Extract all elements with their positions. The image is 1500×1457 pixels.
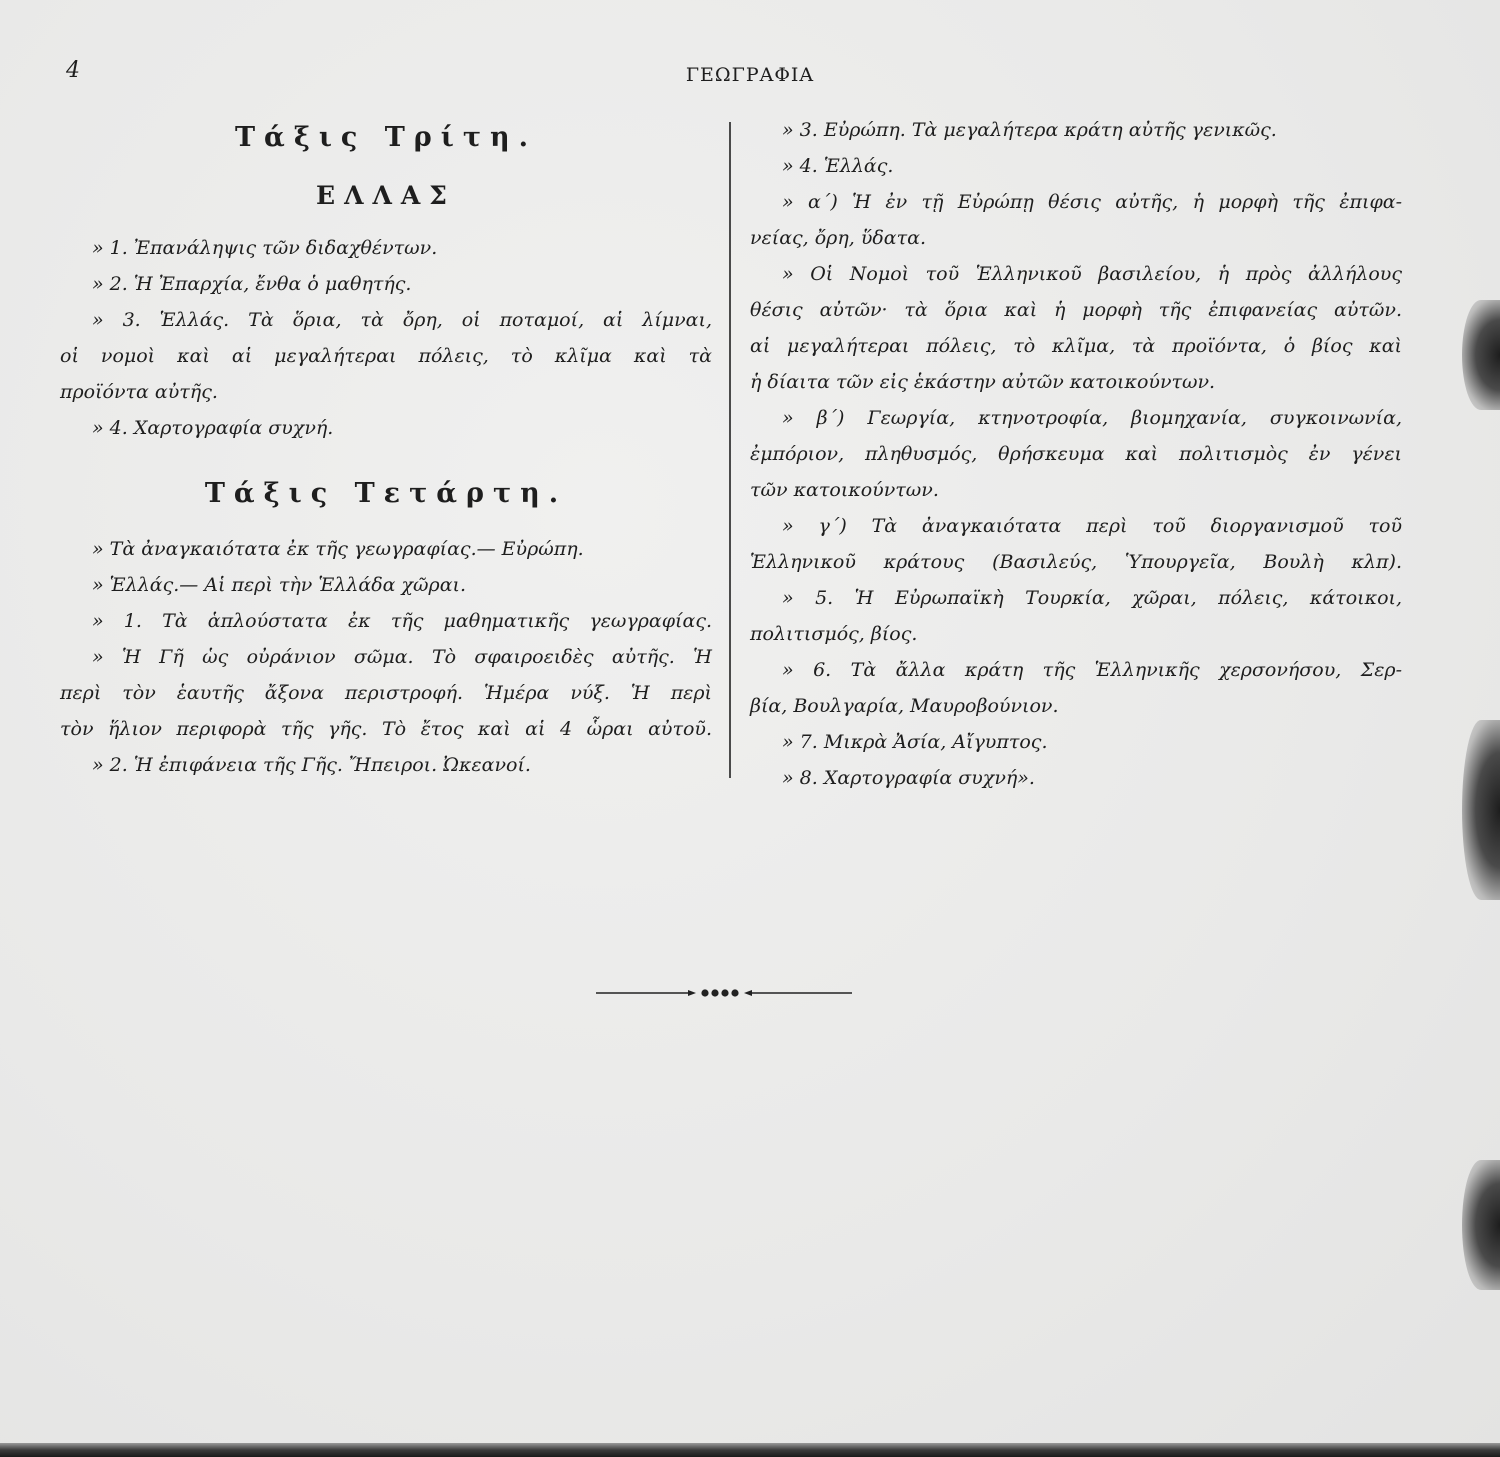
text-line: » α΄) Ἡ ἐν τῇ Εὐρώπῃ θέσις αὐτῆς, ἡ μορφὴ τῆς ἐπιφα- bbox=[782, 191, 1402, 213]
text-line: » 3. Ἑλλάς. Τὰ ὅρια, τὰ ὄρη, οἱ ποταμοί, αἱ λίμναι, bbox=[92, 309, 712, 331]
text-line: » 4. Ἑλλάς. bbox=[782, 155, 894, 177]
text-line: » 2. Ἡ ἐπιφάνεια τῆς Γῆς. Ἤπειροι. Ὠκεανοί. bbox=[92, 754, 531, 776]
right-column bbox=[750, 112, 1402, 796]
text-line: πολιτισμός, βίος. bbox=[750, 623, 918, 645]
text-line: » β΄) Γεωργία, κτηνοτροφία, βιομηχανία, συγκοινωνία, bbox=[782, 407, 1402, 429]
text-line: ἐμπόριον, πληθυσμός, θρήσκευμα καὶ πολιτισμὸς ἐν γένει bbox=[750, 443, 1402, 465]
text-line: » 5. Ἡ Εὐρωπαϊκὴ Τουρκία, χῶραι, πόλεις, κάτοικοι, bbox=[782, 587, 1402, 609]
text-line: θέσις αὐτῶν· τὰ ὅρια καὶ ἡ μορφὴ τῆς ἐπιφανείας αὐτῶν. bbox=[750, 299, 1402, 321]
text-line: » Οἱ Νομοὶ τοῦ Ἑλληνικοῦ βασιλείου, ἡ πρὸς ἀλλήλους bbox=[782, 263, 1402, 285]
left-column bbox=[60, 110, 712, 783]
text-line: » Ἑλλάς.— Αἱ περὶ τὴν Ἑλλάδα χῶραι. bbox=[92, 574, 467, 596]
text-line: ἡ δίαιτα τῶν εἰς ἑκάστην αὐτῶν κατοικούντων. bbox=[750, 371, 1216, 393]
text-line: » γ΄) Τὰ ἀναγκαιότατα περὶ τοῦ διοργανισμοῦ τοῦ bbox=[782, 515, 1402, 537]
text-line: τὸν ἥλιον περιφορὰ τῆς γῆς. Τὸ ἔτος καὶ αἱ 4 ὧραι αὐτοῦ. bbox=[60, 718, 712, 740]
text-line: » 7. Μικρὰ Ἀσία, Αἴγυπτος. bbox=[782, 731, 1048, 753]
text-line: βία, Βουλγαρία, Μαυροβούνιον. bbox=[750, 695, 1059, 717]
text-line: » 2. Ἡ Ἐπαρχία, ἔνθα ὁ μαθητής. bbox=[92, 273, 412, 295]
text-line: νείας, ὄρη, ὕδατα. bbox=[750, 227, 927, 249]
text-line: » 1. Ἐπανάληψις τῶν διδαχθέντων. bbox=[92, 237, 438, 259]
text-line: αἱ μεγαλήτεραι πόλεις, τὸ κλῖμα, τὰ προϊόντα, ὁ βίος καὶ bbox=[750, 335, 1402, 357]
text-line: » 6. Τὰ ἄλλα κράτη τῆς Ἑλληνικῆς χερσονήσου, Σερ- bbox=[782, 659, 1402, 681]
page-bottom-edge bbox=[0, 1443, 1500, 1457]
ink-stain bbox=[1462, 1160, 1500, 1290]
text-line: τῶν κατοικούντων. bbox=[750, 479, 939, 501]
section-title-fourth-class: Τάξις Τετάρτη. bbox=[204, 478, 568, 509]
text-line: » Τὰ ἀναγκαιότατα ἐκ τῆς γεωγραφίας.— Εὐρώπη. bbox=[92, 538, 584, 560]
running-head: ΓΕΩΓΡΑΦΙΑ bbox=[685, 64, 815, 86]
text-line: » 4. Χαρτογραφία συχνή. bbox=[92, 417, 334, 439]
text-line: » 3. Εὐρώπη. Τὰ μεγαλήτερα κράτη αὐτῆς γενικῶς. bbox=[782, 119, 1277, 141]
ink-stain bbox=[1462, 720, 1500, 900]
section-title-third-class: Τάξις Τρίτη. bbox=[234, 122, 538, 153]
text-line: » 8. Χαρτογραφία συχνή». bbox=[782, 767, 1035, 789]
text-line: οἱ νομοὶ καὶ αἱ μεγαλήτεραι πόλεις, τὸ κλῖμα καὶ τὰ bbox=[60, 345, 712, 367]
section-subtitle-hellas: ΕΛΛΑΣ bbox=[316, 181, 456, 210]
column-divider bbox=[729, 122, 731, 778]
text-line: » 1. Τὰ ἁπλούστατα ἐκ τῆς μαθηματικῆς γεωγραφίας. bbox=[92, 610, 712, 632]
text-line: » Ἡ Γῆ ὡς οὐράνιον σῶμα. Τὸ σφαιροειδὲς αὐτῆς. Ἡ bbox=[92, 646, 712, 668]
text-line: Ἑλληνικοῦ κράτους (Βασιλεύς, Ὑπουργεῖα, Βουλὴ κλπ). bbox=[750, 551, 1402, 573]
text-line: περὶ τὸν ἑαυτῆς ἄξονα περιστροφή. Ἡμέρα νύξ. Ἡ περὶ bbox=[60, 682, 712, 704]
text-line: προϊόντα αὐτῆς. bbox=[60, 381, 218, 403]
end-ornament bbox=[596, 984, 852, 1002]
page-number: 4 bbox=[66, 58, 80, 83]
ink-stain bbox=[1462, 300, 1500, 410]
